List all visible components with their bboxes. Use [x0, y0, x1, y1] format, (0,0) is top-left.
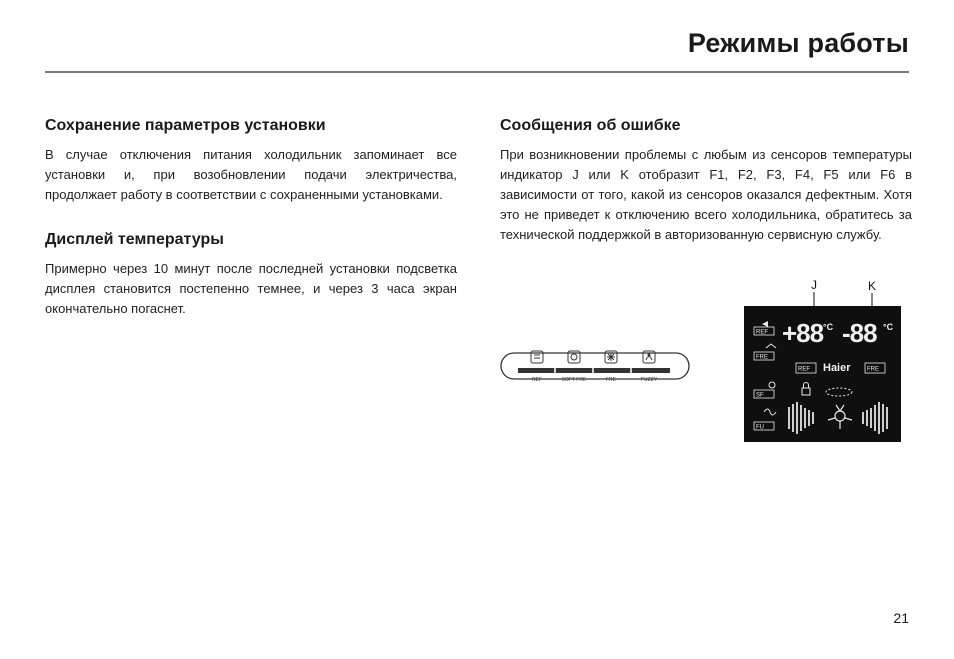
svg-text:REF: REF	[756, 329, 768, 336]
brand-logo: Haier	[823, 362, 851, 374]
button-label-soft-fre: SOFT FRE	[561, 377, 587, 383]
svg-text:REF: REF	[798, 366, 810, 373]
ref-temperature: +88	[782, 318, 824, 348]
control-panel-svg	[500, 344, 692, 386]
fre-temperature: -88	[842, 318, 877, 348]
right-column	[500, 117, 912, 271]
fre-unit: °C	[883, 322, 894, 332]
display-illustration	[744, 272, 902, 449]
section-heading: Дисплей температуры	[45, 231, 224, 248]
left-column	[45, 117, 457, 345]
page-number: 21	[893, 610, 909, 626]
svg-text:FRE: FRE	[867, 366, 879, 373]
section-body: При возникновении проблемы с любым из сенсоров температуры индикатор J или K отобразит F1, F2, F3, F4, F5 или F6 в зависимости от того, какой из сенсоров оказался дефектным. Хотя это не приведет к отключению всего холодильника, обратитесь за технической поддержкой в авторизованную сервисную службу.	[500, 147, 912, 242]
ref-unit: °C	[823, 322, 834, 332]
section-temperature-display	[45, 231, 457, 319]
button-label-ref: REF	[532, 377, 542, 383]
button-label-fuzzy: FUZZY	[640, 377, 658, 383]
callout-k: K	[867, 279, 877, 293]
section-heading: Сообщения об ошибке	[500, 117, 681, 134]
control-panel-illustration	[500, 344, 692, 391]
page-title: Режимы работы	[687, 28, 909, 58]
section-save-settings	[45, 117, 457, 205]
display-svg	[744, 272, 902, 444]
button-label-fre: FRE	[606, 377, 616, 383]
section-heading: Сохранение параметров установки	[45, 117, 326, 134]
title-divider	[45, 71, 909, 73]
svg-text:FU: FU	[756, 424, 764, 431]
section-body: В случае отключения питания холодильник запоминает все установки и, при возобновлении подачи электричества, продолжает работу в соответствии с сохраненными установками.	[45, 147, 457, 202]
section-error-messages	[500, 117, 912, 245]
callout-j: J	[811, 278, 817, 292]
svg-text:SF: SF	[756, 392, 764, 399]
section-body: Примерно через 10 минут после последней установки подсветка дисплея становится постепенно темнее, и через 3 часа экран окончательно погаснет.	[45, 261, 457, 316]
svg-text:FRE: FRE	[756, 354, 768, 361]
